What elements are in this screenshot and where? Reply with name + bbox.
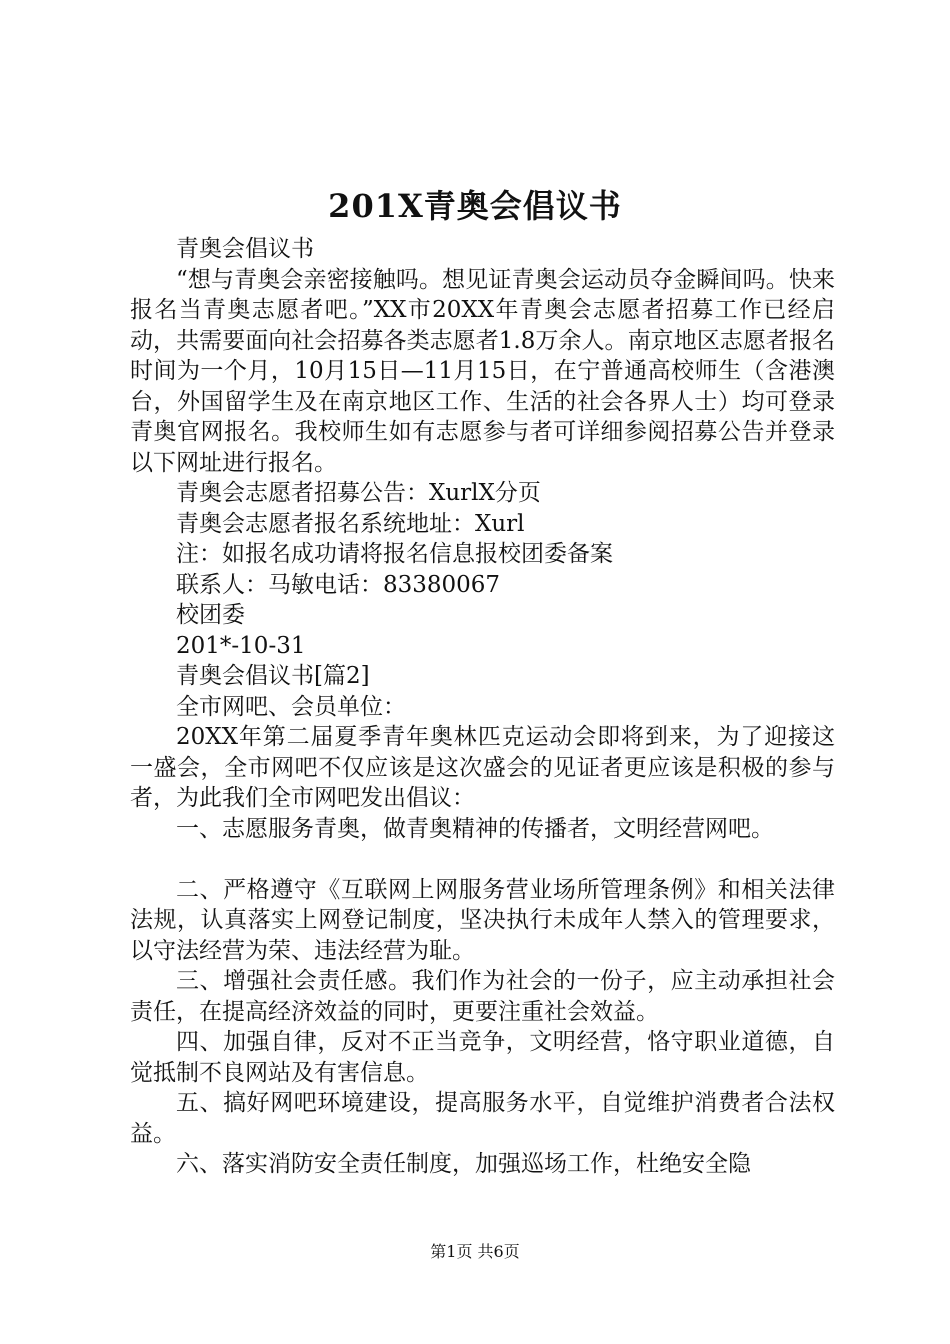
paragraph-salutation: 全市网吧、会员单位： [176, 693, 406, 720]
paragraph-date: 201*-10-31 [176, 632, 306, 659]
document-body [130, 234, 835, 1180]
paragraph-intro: “想与青奥会亲密接触吗。想见证青奥会运动员夺金瞬间吗。快来报名当青奥志愿者吧。”XX市20XX年青奥会志愿者招募工作已经启动，共需要面向社会招募各类志愿者1.8万余人。南京地区志愿者报名时间为一个月，10月15日—11月15日，在宁普通高校师生（含港澳台，外国留学生及在南京地区工作、生活的社会各界人士）均可登录青奥官网报名。我校师生如有志愿参与者可详细参阅招募公告并登录以下网址进行报名。 [130, 266, 835, 476]
paragraph-section-title: 青奥会倡议书[篇2] [176, 663, 370, 689]
paragraph-preamble: 20XX年第二届夏季青年奥林匹克运动会即将到来，为了迎接这一盛会，全市网吧不仅应该是这次盛会的见证者更应该是积极的参与者，为此我们全市网吧发出倡议： [130, 724, 835, 811]
paragraph-item-3: 三、增强社会责任感。我们作为社会的一份子，应主动承担社会责任，在提高经济效益的同时，更要注重社会效益。 [130, 968, 835, 1025]
paragraph-spacer [130, 844, 835, 875]
paragraph-item-4: 四、加强自律，反对不正当竞争，文明经营，恪守职业道德，自觉抵制不良网站及有害信息。 [130, 1029, 835, 1086]
paragraph-contact: 联系人：马敏电话：83380067 [176, 571, 501, 598]
paragraph-register-link: 青奥会志愿者报名系统地址：Xurl [176, 510, 525, 537]
paragraph-item-5: 五、搞好网吧环境建设，提高服务水平，自觉维护消费者合法权益。 [130, 1090, 835, 1147]
paragraph-item-6: 六、落实消防安全责任制度，加强巡场工作，杜绝安全隐 [176, 1151, 751, 1177]
paragraph-notice-link: 青奥会志愿者招募公告：XurlX分页 [176, 480, 541, 506]
paragraph-heading: 青奥会倡议书 [176, 236, 314, 262]
document-title: 201X青奥会倡议书 [328, 187, 622, 225]
paragraph-item-1: 一、志愿服务青奥，做青奥精神的传播者，文明经营网吧。 [176, 815, 774, 842]
paragraph-item-2: 二、严格遵守《互联网上网服务营业场所管理条例》和相关法律法规，认真落实上网登记制度，坚决执行未成年人禁入的管理要求，以守法经营为荣、违法经营为耻。 [130, 876, 835, 964]
paragraph-note: 注：如报名成功请将报名信息报校团委备案 [176, 541, 613, 567]
page-footer: 第1页 共6页 [430, 1242, 520, 1261]
paragraph-signature: 校团委 [176, 602, 245, 628]
